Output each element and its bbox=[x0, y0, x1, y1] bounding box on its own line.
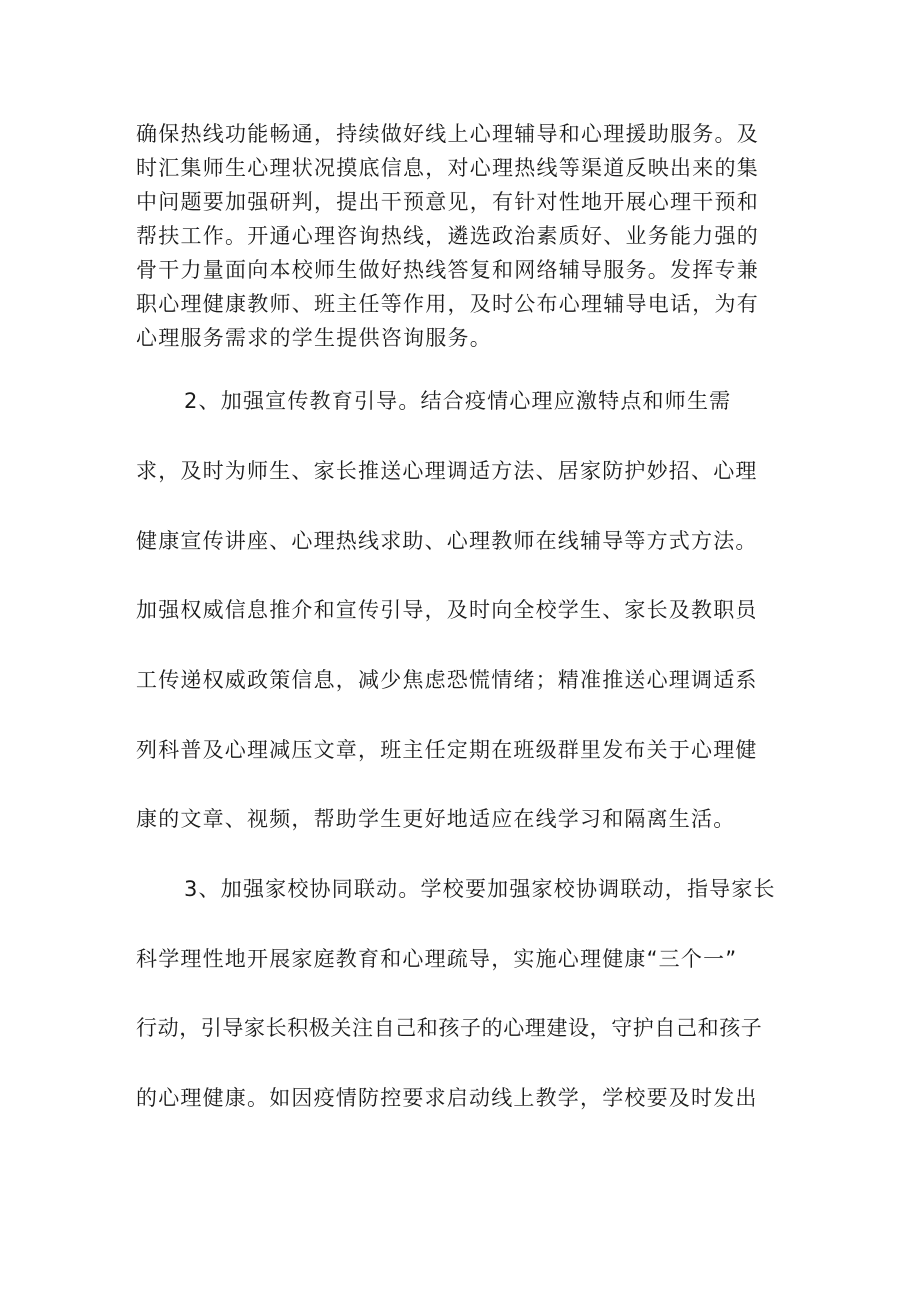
text-line: 中问题要加强研判，提出干预意见，有针对性地开展心理干预和 bbox=[136, 190, 759, 214]
text-line: 时汇集师生心理状况摸底信息，对心理热线等渠道反映出来的集 bbox=[136, 156, 759, 180]
text-line: 健康宣传讲座、心理热线求助、心理教师在线辅导等方式方法。 bbox=[136, 529, 758, 553]
text-line: 求，及时为师生、家长推送心理调适方法、居家防护妙招、心理 bbox=[136, 459, 758, 483]
text-line: 康的文章、视频，帮助学生更好地适应在线学习和隔离生活。 bbox=[136, 807, 736, 831]
text-line: 帮扶工作。开通心理咨询热线，遴选政治素质好、业务能力强的 bbox=[136, 224, 759, 248]
text-line: 行动，引导家长积极关注自己和孩子的心理建设，守护自己和孩子 bbox=[136, 1016, 763, 1040]
text-line: 2、加强宣传教育引导。结合疫情心理应激特点和师生需 bbox=[184, 389, 732, 413]
text-line: 科学理性地开展家庭教育和心理疏导，实施心理健康“三个一” bbox=[136, 947, 738, 971]
text-line: 职心理健康教师、班主任等作用，及时公布心理辅导电话，为有 bbox=[136, 292, 759, 316]
text-line: 3、加强家校协同联动。学校要加强家校协调联动，指导家长 bbox=[184, 877, 776, 901]
text-line: 骨干力量面向本校师生做好热线答复和网络辅导服务。发挥专兼 bbox=[136, 258, 759, 282]
text-line: 列科普及心理减压文章，班主任定期在班级群里发布关于心理健 bbox=[136, 738, 758, 762]
text-line: 工传递权威政策信息，减少焦虑恐慌情绪；精准推送心理调适系 bbox=[136, 668, 758, 692]
text-line: 的心理健康。如因疫情防控要求启动线上教学，学校要及时发出 bbox=[136, 1086, 758, 1110]
text-line: 心理服务需求的学生提供咨询服务。 bbox=[136, 326, 492, 350]
text-line: 加强权威信息推介和宣传引导，及时向全校学生、家长及教职员 bbox=[136, 598, 758, 622]
text-line: 确保热线功能畅通，持续做好线上心理辅导和心理援助服务。及 bbox=[136, 122, 759, 146]
